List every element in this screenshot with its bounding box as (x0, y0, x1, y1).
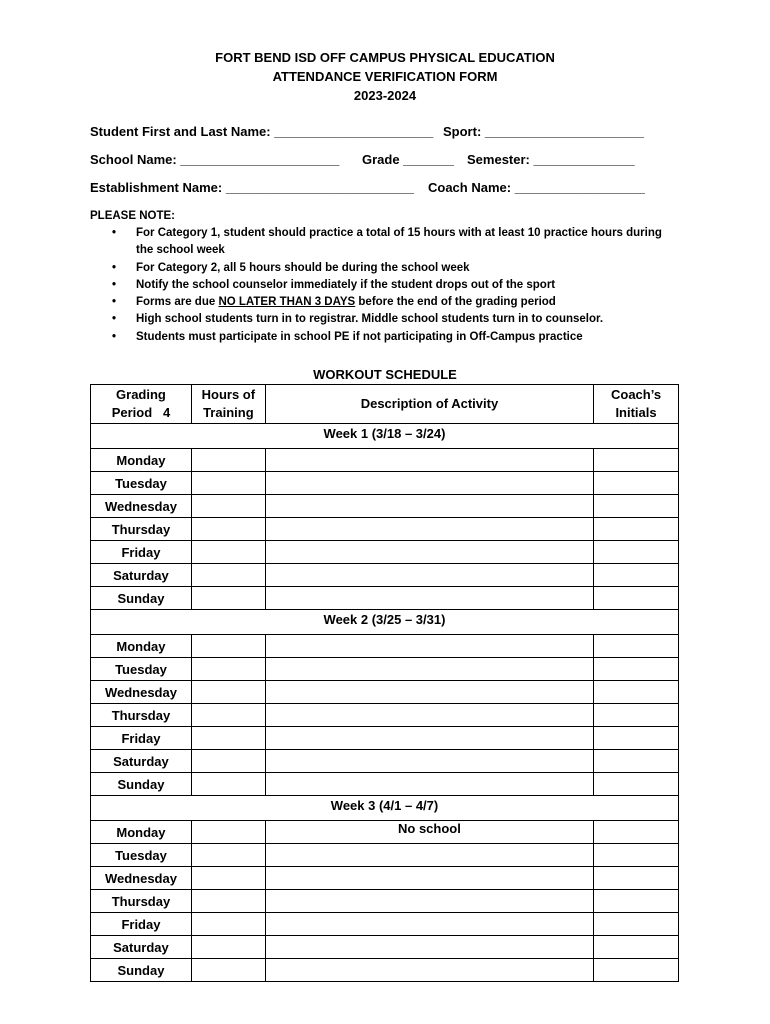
table-row (91, 704, 679, 727)
table-row (91, 635, 679, 658)
grade-field[interactable]: Grade _______ (362, 152, 454, 167)
activity-cell[interactable] (265, 867, 593, 890)
week-row (91, 424, 679, 449)
coach-initials-cell[interactable] (594, 587, 679, 610)
table-row (91, 658, 679, 681)
note-item: • For Category 2, all 5 hours should be during the school week (136, 260, 670, 277)
hours-cell[interactable] (191, 541, 265, 564)
day-label: Wednesday (91, 495, 192, 518)
table-row (91, 541, 679, 564)
table-row (91, 936, 679, 959)
coach-initials-cell[interactable] (594, 867, 679, 890)
hours-cell[interactable] (191, 844, 265, 867)
activity-cell[interactable] (265, 472, 593, 495)
coach-initials-cell[interactable] (594, 704, 679, 727)
note-item: • For Category 1, student should practice a total of 15 hours with at least 10 practice hours during the school week (112, 227, 662, 257)
activity-cell[interactable] (265, 890, 593, 913)
title-line-3: 2023-2024 (353, 88, 417, 103)
table-row (91, 587, 679, 610)
hours-cell[interactable] (191, 658, 265, 681)
table-row (91, 750, 679, 773)
table-row (91, 727, 679, 750)
coach-initials-cell[interactable] (594, 495, 679, 518)
activity-cell[interactable] (265, 541, 593, 564)
hours-cell[interactable] (191, 449, 265, 472)
table-row (91, 495, 679, 518)
day-label: Sunday (91, 773, 192, 796)
hours-cell[interactable] (191, 959, 265, 982)
hours-cell[interactable] (191, 936, 265, 959)
semester-field[interactable]: Semester: ______________ (467, 152, 635, 167)
bullet-icon: • (112, 313, 117, 326)
coach-initials-cell[interactable] (594, 541, 679, 564)
activity-cell[interactable]: No school (265, 821, 593, 844)
week-row (91, 610, 679, 635)
coach-initials-cell[interactable] (594, 936, 679, 959)
hours-cell[interactable] (191, 681, 265, 704)
table-row (91, 913, 679, 936)
field-row-1 (90, 124, 690, 142)
school-name-field[interactable]: School Name: ______________________ (90, 152, 340, 167)
coach-initials-cell[interactable] (594, 750, 679, 773)
coach-initials-cell[interactable] (594, 518, 679, 541)
activity-cell[interactable] (265, 936, 593, 959)
table-row (91, 890, 679, 913)
coach-initials-cell[interactable] (594, 773, 679, 796)
coach-initials-cell[interactable] (594, 449, 679, 472)
activity-cell[interactable] (265, 449, 593, 472)
table-row (91, 773, 679, 796)
coach-initials-cell[interactable] (594, 658, 679, 681)
coach-initials-cell[interactable] (594, 844, 679, 867)
table-row (91, 681, 679, 704)
table-row (91, 821, 679, 844)
table-row (91, 472, 679, 495)
coach-initials-cell[interactable] (594, 727, 679, 750)
coach-name-field[interactable]: Coach Name: __________________ (428, 180, 645, 195)
coach-initials-cell[interactable] (594, 564, 679, 587)
activity-cell[interactable] (265, 681, 593, 704)
coach-initials-cell[interactable] (594, 681, 679, 704)
schedule-title: WORKOUT SCHEDULE (313, 367, 457, 382)
bullet-icon: • (112, 278, 117, 291)
bullet-icon: • (112, 330, 117, 343)
hours-cell[interactable] (191, 913, 265, 936)
day-label: Saturday (91, 750, 192, 773)
establishment-name-field[interactable]: Establishment Name: __________________________ (90, 180, 414, 195)
note-item: • Students must participate in school PE if not participating in Off-Campus practice (136, 329, 670, 346)
activity-cell[interactable] (265, 635, 593, 658)
title-line-1: FORT BEND ISD OFF CAMPUS PHYSICAL EDUCATION (215, 50, 555, 65)
sport-field[interactable]: Sport: ______________________ (443, 124, 644, 139)
field-row-3 (90, 180, 690, 198)
day-label: Friday (91, 727, 192, 750)
day-label: Thursday (91, 704, 192, 727)
hours-cell[interactable] (191, 773, 265, 796)
coach-initials-cell[interactable] (594, 472, 679, 495)
hours-cell[interactable] (191, 750, 265, 773)
activity-cell[interactable] (265, 495, 593, 518)
bullet-icon: • (112, 227, 117, 239)
coach-initials-header: Coach’s Initials (594, 385, 679, 424)
table-row (91, 844, 679, 867)
table-row (91, 959, 679, 982)
day-label: Thursday (91, 890, 192, 913)
activity-cell[interactable] (265, 844, 593, 867)
day-label: Sunday (91, 959, 192, 982)
hours-cell[interactable] (191, 587, 265, 610)
hours-cell[interactable] (191, 867, 265, 890)
day-label: Tuesday (91, 844, 192, 867)
week-label: Week 1 (3/18 – 3/24) (91, 424, 679, 449)
day-label: Saturday (91, 564, 192, 587)
activity-cell[interactable] (265, 750, 593, 773)
table-row (91, 518, 679, 541)
field-row-2 (90, 152, 690, 170)
activity-cell[interactable] (265, 727, 593, 750)
hours-cell[interactable] (191, 635, 265, 658)
activity-cell[interactable] (265, 959, 593, 982)
notes-section (90, 208, 670, 346)
hours-cell[interactable] (191, 821, 265, 844)
note-item: • High school students turn in to registrar. Middle school students turn in to counselor. (136, 311, 670, 328)
grading-period-header: Grading Period 4 (91, 385, 192, 424)
week-label: Week 2 (3/25 – 3/31) (91, 610, 679, 635)
activity-cell[interactable] (265, 913, 593, 936)
hours-cell[interactable] (191, 564, 265, 587)
table-row (91, 449, 679, 472)
table-header-row (91, 385, 679, 424)
day-label: Friday (91, 541, 192, 564)
notes-list (90, 225, 670, 346)
day-label: Wednesday (91, 867, 192, 890)
coach-initials-cell[interactable] (594, 821, 679, 844)
day-label: Friday (91, 913, 192, 936)
day-label: Wednesday (91, 681, 192, 704)
activity-cell[interactable] (265, 658, 593, 681)
bullet-icon: • (112, 296, 117, 309)
title-line-2: ATTENDANCE VERIFICATION FORM (272, 69, 498, 84)
activity-cell[interactable] (265, 518, 593, 541)
coach-initials-cell[interactable] (594, 959, 679, 982)
coach-initials-cell[interactable] (594, 913, 679, 936)
hours-cell[interactable] (191, 704, 265, 727)
day-label: Thursday (91, 518, 192, 541)
hours-header: Hours of Training (191, 385, 265, 424)
day-label: Tuesday (91, 472, 192, 495)
hours-cell[interactable] (191, 518, 265, 541)
notes-heading: PLEASE NOTE: (90, 210, 175, 222)
note-item: • Forms are due NO LATER THAN 3 DAYS before the end of the grading period (136, 294, 670, 311)
workout-schedule-table (90, 384, 679, 982)
coach-initials-cell[interactable] (594, 635, 679, 658)
coach-initials-cell[interactable] (594, 890, 679, 913)
day-label: Monday (91, 821, 192, 844)
table-row (91, 867, 679, 890)
hours-cell[interactable] (191, 495, 265, 518)
activity-cell[interactable] (265, 587, 593, 610)
day-label: Sunday (91, 587, 192, 610)
student-name-field[interactable]: Student First and Last Name: ______________________ (90, 124, 434, 139)
activity-cell[interactable] (265, 704, 593, 727)
activity-cell[interactable] (265, 773, 593, 796)
week-row (91, 796, 679, 821)
note-item: • Notify the school counselor immediately if the student drops out of the sport (136, 277, 670, 294)
day-label: Saturday (91, 936, 192, 959)
description-header: Description of Activity (265, 385, 593, 424)
form-title (0, 48, 770, 105)
week-label: Week 3 (4/1 – 4/7) (91, 796, 679, 821)
hours-cell[interactable] (191, 890, 265, 913)
hours-cell[interactable] (191, 727, 265, 750)
bullet-icon: • (112, 261, 117, 274)
hours-cell[interactable] (191, 472, 265, 495)
activity-cell[interactable] (265, 564, 593, 587)
table-row (91, 564, 679, 587)
day-label: Monday (91, 635, 192, 658)
day-label: Monday (91, 449, 192, 472)
day-label: Tuesday (91, 658, 192, 681)
